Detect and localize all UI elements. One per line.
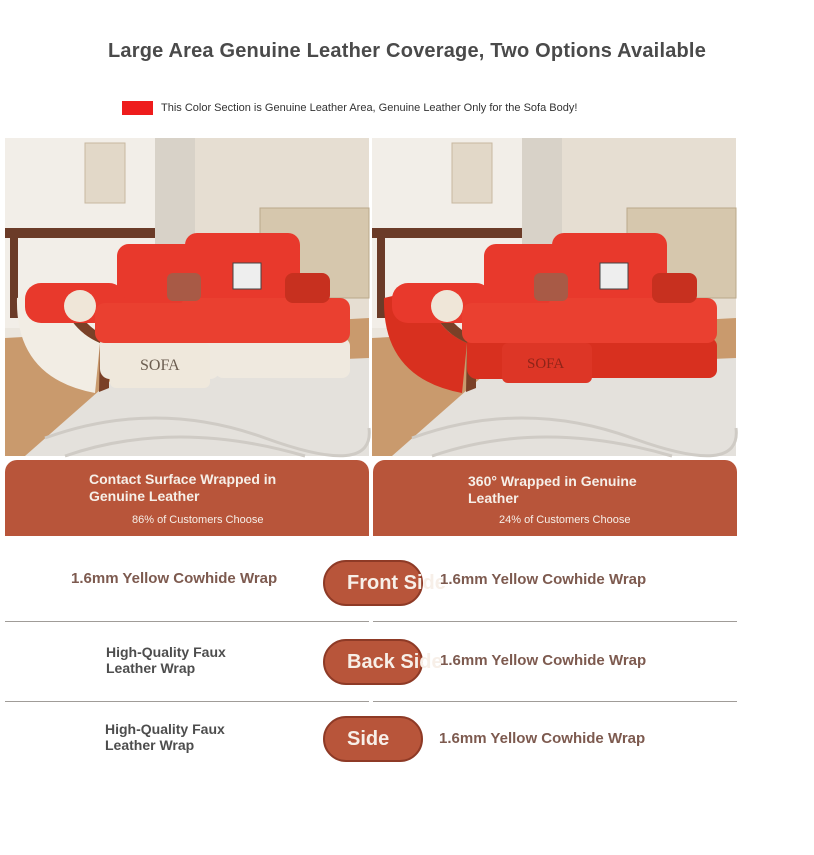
right-material: 1.6mm Yellow Cowhide Wrap xyxy=(439,730,646,747)
side-label: Side xyxy=(323,716,423,762)
sofa-illustration xyxy=(5,138,369,456)
comparison-row-side xyxy=(5,702,737,782)
left-material: 1.6mm Yellow Cowhide Wrap xyxy=(71,570,278,587)
comparison-row-back xyxy=(5,622,737,702)
option-share: 86% of Customers Choose xyxy=(132,514,264,526)
right-material: 1.6mm Yellow Cowhide Wrap xyxy=(440,571,647,588)
leather-color-swatch xyxy=(122,101,153,115)
left-material: High-Quality Faux Leather Wrap xyxy=(106,644,226,676)
right-material: 1.6mm Yellow Cowhide Wrap xyxy=(440,652,647,669)
option-heading: Contact Surface Wrapped in Genuine Leather xyxy=(89,471,277,504)
sofa-brand-label: SOFA xyxy=(527,356,565,372)
back-side-label: Back Side xyxy=(323,639,423,685)
sofa-photo-option-2 xyxy=(372,138,736,456)
sofa-brand-label: SOFA xyxy=(140,357,180,374)
sofa-illustration xyxy=(372,138,736,456)
option-card-contact-surface xyxy=(5,460,369,536)
page-title: Large Area Genuine Leather Coverage, Two Options Available xyxy=(107,40,707,62)
comparison-row-front xyxy=(5,542,737,622)
left-material: High-Quality Faux Leather Wrap xyxy=(105,721,225,753)
color-legend xyxy=(122,100,577,116)
option-share: 24% of Customers Choose xyxy=(499,514,631,526)
front-side-label: Front Side xyxy=(323,560,423,606)
legend-note: This Color Section is Genuine Leather Area, Genuine Leather Only for the Sofa Body! xyxy=(161,102,578,114)
option-heading: 360° Wrapped in Genuine Leather xyxy=(468,473,637,506)
sofa-photo-option-1 xyxy=(5,138,369,456)
option-card-360-wrap xyxy=(373,460,737,536)
